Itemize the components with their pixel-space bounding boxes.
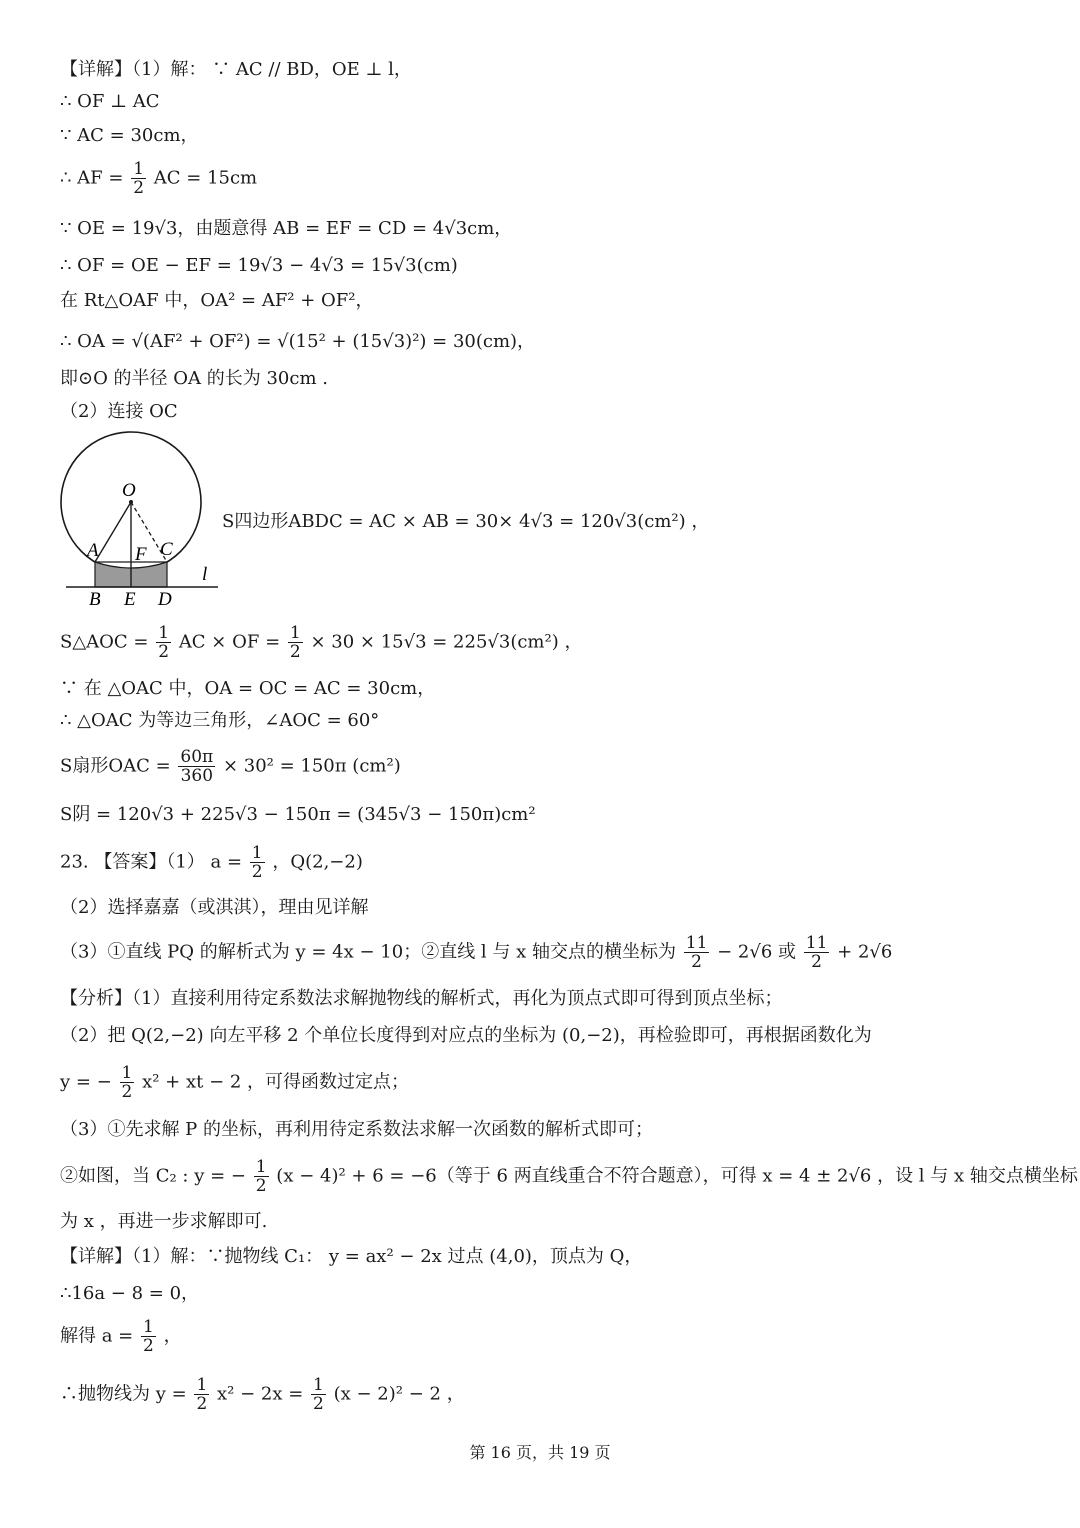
label-d: D bbox=[158, 589, 172, 610]
line-oa-value: ∴ OA = √(AF² + OF²) = √(15² + (15√3)²) = 30(cm)， bbox=[60, 331, 536, 352]
fraction: $\frac{1}{2}$ bbox=[251, 843, 263, 882]
fraction: $\frac{1}{2}$ bbox=[313, 1375, 324, 1414]
line-analysis-4: ②如图，当 C₂ : y = − $\frac{1}{2}$ (x − 4)² + 6 = −6（等于 6 两直线重合不符合题意），可得 x = 4 ± 2√6 ，设 l 与 x 轴交点横坐标 bbox=[60, 1157, 1078, 1196]
line-af-15: ∴ AF = $\frac{1}{2}$ AC = 15cm bbox=[60, 159, 258, 198]
fraction: $\frac{1}{2}$ bbox=[158, 623, 170, 662]
fraction: $\frac{1}{2}$ bbox=[133, 159, 145, 198]
label-c: C bbox=[160, 539, 173, 560]
line-ac-30: ∵ AC = 30cm， bbox=[60, 125, 199, 146]
line-analysis-3: （3）①先求解 P 的坐标，再利用待定系数法求解一次函数的解析式即可； bbox=[60, 1119, 654, 1140]
line-part2: （2）连接 OC bbox=[60, 401, 178, 422]
line-area-quad: S四边形ABDC = AC × AB = 30× 4√3 = 120√3(cm²) ， bbox=[222, 511, 710, 532]
fraction: $\frac{1}{2}$ bbox=[289, 623, 301, 662]
line-equal-sides: ∵ 在 △OAC 中，OA = OC = AC = 30cm， bbox=[60, 678, 436, 699]
segment-oa bbox=[95, 502, 131, 562]
label-a: A bbox=[87, 540, 99, 561]
line-detail-1: 【详解】（1）解： ∵ AC // BD，OE ⊥ l， bbox=[60, 59, 412, 80]
fraction: $\frac{1}{2}$ bbox=[196, 1375, 208, 1414]
line-solve-a: 解得 a = $\frac{1}{2}$ ， bbox=[60, 1317, 182, 1356]
fraction: $\frac{11}{2}$ bbox=[805, 933, 828, 972]
label-l: l bbox=[202, 564, 208, 585]
line-q23-part3: （3）①直线 PQ 的解析式为 y = 4x − 10；②直线 l 与 x 轴交点的横坐标为 $\frac{11}{2}$ − 2√6 或 $\frac{11}{2}$ + 2√6 bbox=[60, 933, 893, 972]
line-detail-q23: 【详解】（1）解：∵抛物线 C₁： y = ax² − 2x 过点 (4,0)，顶点为 Q， bbox=[60, 1246, 643, 1267]
line-q23-part2: （2）选择嘉嘉（或淇淇），理由见详解 bbox=[60, 897, 369, 918]
fraction: $\frac{60\pi}{360}$ bbox=[180, 747, 214, 786]
fraction: $\frac{11}{2}$ bbox=[685, 933, 708, 972]
line-parabola: ∴抛物线为 y = $\frac{1}{2}$ x² − 2x = $\frac{1}{2}$ (x − 2)² − 2 ， bbox=[60, 1375, 465, 1414]
line-of-value: ∴ OF = OE − EF = 19√3 − 4√3 = 15√3(cm) bbox=[60, 255, 458, 276]
line-rt-triangle: 在 Rt△OAF 中，OA² = AF² + OF²， bbox=[60, 290, 374, 311]
line-sector-area: S扇形OAC = $\frac{60\pi}{360}$ × 30² = 150π (cm²) bbox=[60, 747, 401, 786]
page-footer: 第 16 页，共 19 页 bbox=[469, 1443, 611, 1462]
circle-diagram bbox=[56, 430, 226, 610]
line-oe: ∵ OE = 19√3，由题意得 AB = EF = CD = 4√3cm， bbox=[60, 218, 513, 239]
line-analysis-fn: y = − $\frac{1}{2}$ x² + xt − 2 ，可得函数过定点； bbox=[60, 1063, 410, 1102]
line-equation: ∴16a − 8 = 0， bbox=[60, 1283, 200, 1304]
label-b: B bbox=[89, 589, 101, 610]
label-o: O bbox=[122, 480, 136, 501]
line-area-aoc: S△AOC = $\frac{1}{2}$ AC × OF = $\frac{1}{2}$ × 30 × 15√3 = 225√3(cm²) ， bbox=[60, 623, 583, 662]
line-equilateral: ∴ △OAC 为等边三角形，∠AOC = 60° bbox=[60, 710, 380, 731]
line-analysis-2: （2）把 Q(2,−2) 向左平移 2 个单位长度得到对应点的坐标为 (0,−2)，再检验即可，再根据函数化为 bbox=[60, 1025, 872, 1046]
fraction: $\frac{1}{2}$ bbox=[121, 1063, 133, 1102]
line-of-perp-ac: ∴ OF ⊥ AC bbox=[60, 91, 160, 112]
fraction: $\frac{1}{2}$ bbox=[255, 1157, 267, 1196]
fraction: $\frac{1}{2}$ bbox=[143, 1317, 154, 1356]
label-f: F bbox=[135, 544, 147, 565]
line-shaded-area: S阴 = 120√3 + 225√3 − 150π = (345√3 − 150π)cm² bbox=[60, 804, 536, 825]
line-analysis-1: 【分析】（1）直接利用待定系数法求解抛物线的解析式，再化为顶点式即可得到顶点坐标； bbox=[60, 988, 783, 1009]
line-radius: 即⊙O 的半径 OA 的长为 30cm . bbox=[60, 368, 328, 389]
line-analysis-5: 为 x ，再进一步求解即可. bbox=[60, 1211, 268, 1232]
label-e: E bbox=[124, 589, 136, 610]
line-q23-answer: 23. 【答案】（1） a = $\frac{1}{2}$ ，Q(2,−2) bbox=[60, 843, 363, 882]
